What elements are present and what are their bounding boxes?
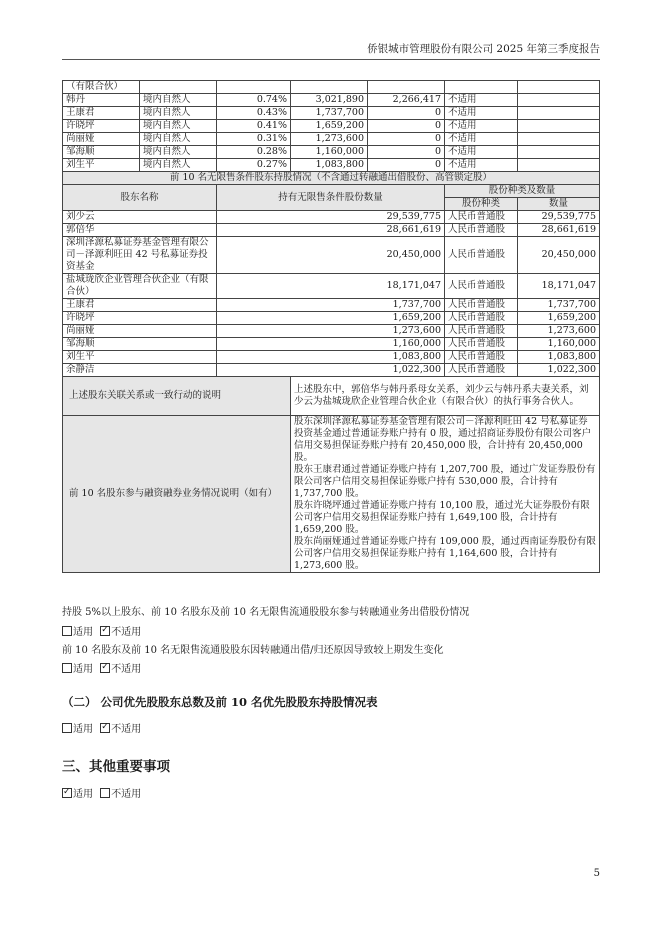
holder-name: 韩丹 — [63, 94, 140, 107]
option-label: 适用 — [73, 627, 93, 638]
report-title: 侨银城市管理股份有限公司 2025 年第三季度报告 — [367, 43, 600, 55]
margin-paragraph-2: 股东王康君通过普通证券账户持有 1,207,700 股，通过广发证券股份有限公司客户信用交易担保证券账户持有 530,000 股，合计持有 1,737,700 股。 — [294, 464, 596, 499]
holder-name: 刘少云 — [63, 211, 217, 224]
holder-name: 尚丽娅 — [63, 325, 217, 338]
table-row — [63, 299, 600, 312]
relation-text: 上述股东中，郭倍华与韩丹系母女关系，刘少云与韩丹系夫妻关系，刘少云为盐城珑欣企业管理合伙企业（有限合伙）的执行事务合伙人。 — [291, 377, 600, 416]
table-row — [63, 133, 600, 146]
share-type: 人民币普通股 — [445, 351, 518, 364]
share-type: 人民币普通股 — [445, 274, 518, 299]
pledge-qty — [518, 81, 600, 94]
checkbox-checked-icon[interactable] — [100, 723, 110, 733]
table-row — [63, 81, 600, 94]
holder-name: 盐城珑欣企业管理合伙企业（有限合伙） — [63, 274, 217, 299]
share-num: 1,737,700 — [518, 299, 600, 312]
table-row — [63, 159, 600, 172]
pledge-status: 不适用 — [445, 107, 518, 120]
holder-ratio — [217, 81, 291, 94]
holder-shares: 1,273,600 — [291, 133, 368, 146]
holder-restricted: 0 — [368, 107, 445, 120]
checkbox-checked-icon[interactable] — [62, 788, 72, 798]
holder-name: 王康君 — [63, 107, 140, 120]
col-header-type: 股份种类 — [445, 198, 518, 211]
section-3-title: 三、其他重要事项 — [62, 759, 170, 775]
holder-qty: 1,273,600 — [217, 325, 445, 338]
share-type: 人民币普通股 — [445, 237, 518, 274]
page-number: 5 — [593, 868, 600, 879]
holder-shares: 1,160,000 — [291, 146, 368, 159]
holder-shares: 1,737,700 — [291, 107, 368, 120]
holder-restricted: 0 — [368, 133, 445, 146]
table-row — [63, 274, 600, 299]
margin-label: 前 10 名股东参与融资融券业务情况说明（如有） — [63, 416, 291, 573]
col-header-qty: 持有无限售条件股份数量 — [217, 185, 445, 211]
unrestricted-title-row — [63, 172, 600, 185]
share-num: 29,539,775 — [518, 211, 600, 224]
holder-name: 邹海顺 — [63, 146, 140, 159]
checkbox-unchecked-icon[interactable] — [62, 663, 72, 673]
holder-name: （有限合伙） — [63, 81, 140, 94]
share-type: 人民币普通股 — [445, 299, 518, 312]
share-type: 人民币普通股 — [445, 224, 518, 237]
table-row — [63, 312, 600, 325]
holder-qty: 18,171,047 — [217, 274, 445, 299]
unrestricted-section — [63, 172, 600, 377]
holder-nature: 境内自然人 — [140, 159, 217, 172]
explanations — [63, 377, 600, 573]
unrestricted-title: 前 10 名无限售条件股东持股情况（不含通过转融通出借股份、高管锁定股） — [63, 172, 600, 185]
margin-paragraph-4: 股东尚丽娅通过普通证券账户持有 109,000 股，通过西南证券股份有限公司客户信用交易担保证券账户持有 1,164,600 股，合计持有 1,273,600 股。 — [294, 536, 596, 571]
option-label: 不适用 — [111, 724, 142, 735]
checkbox-unchecked-icon[interactable] — [62, 723, 72, 733]
table-row — [63, 364, 600, 377]
option-label: 适用 — [73, 724, 93, 735]
pledge-qty — [518, 120, 600, 133]
holder-nature: 境内自然人 — [140, 94, 217, 107]
holder-shares: 1,659,200 — [291, 120, 368, 133]
col-header-type-group: 股份种类及数量 — [445, 185, 600, 198]
holder-qty: 1,160,000 — [217, 338, 445, 351]
share-num: 28,661,619 — [518, 224, 600, 237]
note-lending-options — [62, 626, 602, 640]
holder-name: 余静洁 — [63, 364, 217, 377]
holder-name: 刘生平 — [63, 159, 140, 172]
margin-row — [63, 416, 600, 573]
share-num: 1,083,800 — [518, 351, 600, 364]
share-num: 1,273,600 — [518, 325, 600, 338]
holder-restricted: 2,266,417 — [368, 94, 445, 107]
holder-qty: 20,450,000 — [217, 237, 445, 274]
option-label: 不适用 — [111, 789, 142, 800]
table-row — [63, 325, 600, 338]
checkbox-checked-icon[interactable] — [100, 663, 110, 673]
holder-qty: 1,083,800 — [217, 351, 445, 364]
holder-qty: 29,539,775 — [217, 211, 445, 224]
holder-ratio: 0.31% — [217, 133, 291, 146]
holder-qty: 1,659,200 — [217, 312, 445, 325]
unrestricted-header-row — [63, 185, 600, 198]
checkbox-checked-icon[interactable] — [100, 626, 110, 636]
holder-restricted: 0 — [368, 120, 445, 133]
option-label: 不适用 — [111, 627, 142, 638]
table-row — [63, 120, 600, 133]
shareholder-table — [62, 80, 600, 573]
holder-ratio: 0.74% — [217, 94, 291, 107]
holder-name: 刘生平 — [63, 351, 217, 364]
holder-name: 尚丽娅 — [63, 133, 140, 146]
holder-qty: 28,661,619 — [217, 224, 445, 237]
holder-nature — [140, 81, 217, 94]
share-type: 人民币普通股 — [445, 338, 518, 351]
shareholder-table-wrap — [62, 80, 599, 573]
pledge-status: 不适用 — [445, 133, 518, 146]
holder-restricted — [368, 81, 445, 94]
share-num: 1,659,200 — [518, 312, 600, 325]
option-label: 适用 — [73, 664, 93, 675]
holder-name: 深圳泽源私募证券基金管理有限公司－泽源利旺田 42 号私募证券投资基金 — [63, 237, 217, 274]
margin-paragraph-3: 股东许晓坪通过普通证券账户持有 10,100 股，通过光大证券股份有限公司客户信用交易担保证券账户持有 1,649,100 股，合计持有 1,659,200 股。 — [294, 500, 590, 535]
top-shareholders — [63, 81, 600, 172]
holder-ratio: 0.41% — [217, 120, 291, 133]
holder-qty: 1,022,300 — [217, 364, 445, 377]
holder-name: 郭倍华 — [63, 224, 217, 237]
pledge-status: 不适用 — [445, 159, 518, 172]
holder-ratio: 0.28% — [217, 146, 291, 159]
holder-shares — [291, 81, 368, 94]
table-row — [63, 211, 600, 224]
share-type: 人民币普通股 — [445, 325, 518, 338]
note-change-options — [62, 663, 602, 677]
pledge-qty — [518, 107, 600, 120]
table-row — [63, 146, 600, 159]
holder-ratio: 0.43% — [217, 107, 291, 120]
share-num: 1,160,000 — [518, 338, 600, 351]
share-num: 18,171,047 — [518, 274, 600, 299]
share-type: 人民币普通股 — [445, 211, 518, 224]
holder-ratio: 0.27% — [217, 159, 291, 172]
holder-name: 王康君 — [63, 299, 217, 312]
section-2-options — [62, 723, 602, 737]
table-row — [63, 351, 600, 364]
holder-nature: 境内自然人 — [140, 120, 217, 133]
relation-row — [63, 377, 600, 416]
pledge-qty — [518, 94, 600, 107]
checkbox-unchecked-icon[interactable] — [100, 788, 110, 798]
section-2-title: （二） 公司优先股股东总数及前 10 名优先股股东持股情况表 — [62, 695, 378, 709]
pledge-qty — [518, 133, 600, 146]
page-header — [62, 42, 600, 60]
table-row — [63, 237, 600, 274]
note-lending: 持股 5%以上股东、前 10 名股东及前 10 名无限售流通股股东参与转融通业务出借股份情况 — [62, 607, 470, 618]
table-row — [63, 338, 600, 351]
pledge-qty — [518, 146, 600, 159]
relation-label: 上述股东关联关系或一致行动的说明 — [63, 377, 291, 416]
share-num: 1,022,300 — [518, 364, 600, 377]
holder-name: 许晓坪 — [63, 120, 140, 133]
holder-nature: 境内自然人 — [140, 146, 217, 159]
holder-nature: 境内自然人 — [140, 133, 217, 146]
holder-name: 许晓坪 — [63, 312, 217, 325]
pledge-status: 不适用 — [445, 120, 518, 133]
holder-shares: 1,083,800 — [291, 159, 368, 172]
margin-paragraph-1: 股东深圳泽源私募证券基金管理有限公司－泽源利旺田 42 号私募证券投资基金通过普通证券账户持有 0 股，通过招商证券股份有限公司客户信用交易担保证券账户持有 20,450,000 股，合计持有 20,450,000 股。 — [294, 416, 592, 463]
table-row — [63, 94, 600, 107]
section-3-options — [62, 788, 602, 802]
pledge-status — [445, 81, 518, 94]
pledge-status: 不适用 — [445, 146, 518, 159]
table-row — [63, 107, 600, 120]
holder-name: 邹海顺 — [63, 338, 217, 351]
pledge-status: 不适用 — [445, 94, 518, 107]
col-header-num: 数量 — [518, 198, 600, 211]
holder-restricted: 0 — [368, 159, 445, 172]
holder-qty: 1,737,700 — [217, 299, 445, 312]
holder-nature: 境内自然人 — [140, 107, 217, 120]
share-type: 人民币普通股 — [445, 364, 518, 377]
table-row — [63, 224, 600, 237]
share-type: 人民币普通股 — [445, 312, 518, 325]
holder-restricted: 0 — [368, 146, 445, 159]
col-header-name: 股东名称 — [63, 185, 217, 211]
checkbox-unchecked-icon[interactable] — [62, 626, 72, 636]
margin-text — [291, 416, 600, 573]
holder-shares: 3,021,890 — [291, 94, 368, 107]
note-change: 前 10 名股东及前 10 名无限售流通股股东因转融通出借/归还原因导致较上期发生变化 — [62, 645, 444, 656]
option-label: 不适用 — [111, 664, 142, 675]
option-label: 适用 — [73, 789, 93, 800]
pledge-qty — [518, 159, 600, 172]
share-num: 20,450,000 — [518, 237, 600, 274]
